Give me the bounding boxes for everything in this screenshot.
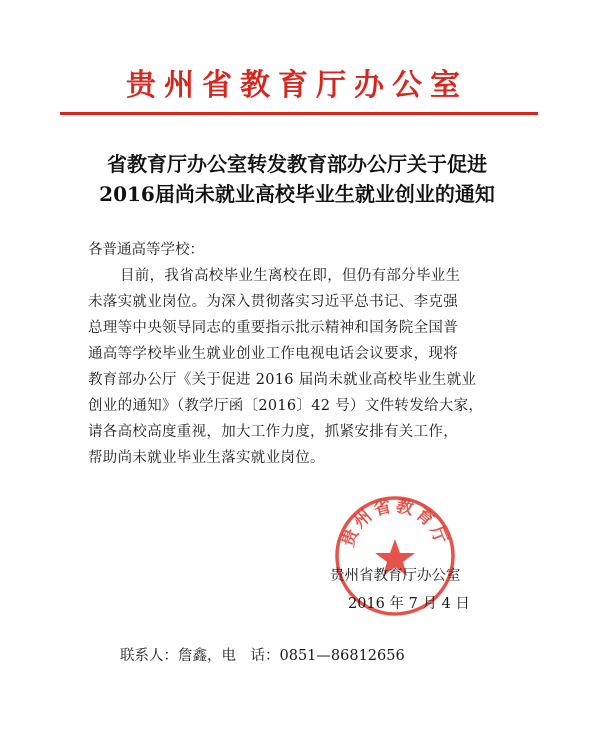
contact-info: 联系人：詹鑫，电 话：0851—86812656: [120, 648, 405, 664]
seal-text: 贵州省教育厅: [338, 496, 452, 550]
signature-date: 2016 年 7 月 4 日: [348, 596, 470, 612]
body-line-1: 目前，我省高校毕业生离校在即，但仍有部分毕业生: [120, 268, 461, 284]
letterhead-red-rule: [60, 112, 538, 115]
body-line-4: 通高等学校毕业生就业创业工作电视电话会议要求，现将: [88, 346, 458, 362]
letterhead-title: 贵州省教育厅办公室: [126, 68, 468, 103]
salutation: 各普通高等学校：: [88, 242, 204, 258]
document-title-line-2: 2016届尚未就业高校毕业生就业创业的通知: [99, 182, 495, 206]
body-line-8: 帮助尚未就业毕业生落实就业岗位。: [88, 450, 325, 466]
body-line-7: 请各高校高度重视，加大工作力度，抓紧安排有关工作，: [88, 424, 458, 440]
body-line-3: 总理等中央领导同志的重要指示批示精神和国务院全国普: [88, 320, 458, 336]
document-title-line-1: 省教育厅办公室转发教育部办公厅关于促进: [107, 152, 487, 176]
body-line-2: 未落实就业岗位。为深入贯彻落实习近平总书记、李克强: [88, 294, 458, 310]
signature-organization: 贵州省教育厅办公室: [330, 568, 461, 584]
body-line-5: 教育部办公厅《关于促进 2016 届尚未就业高校毕业生就业: [88, 372, 477, 388]
body-line-6: 创业的通知》（教学厅函〔2016〕42 号）文件转发给大家，: [88, 398, 484, 414]
